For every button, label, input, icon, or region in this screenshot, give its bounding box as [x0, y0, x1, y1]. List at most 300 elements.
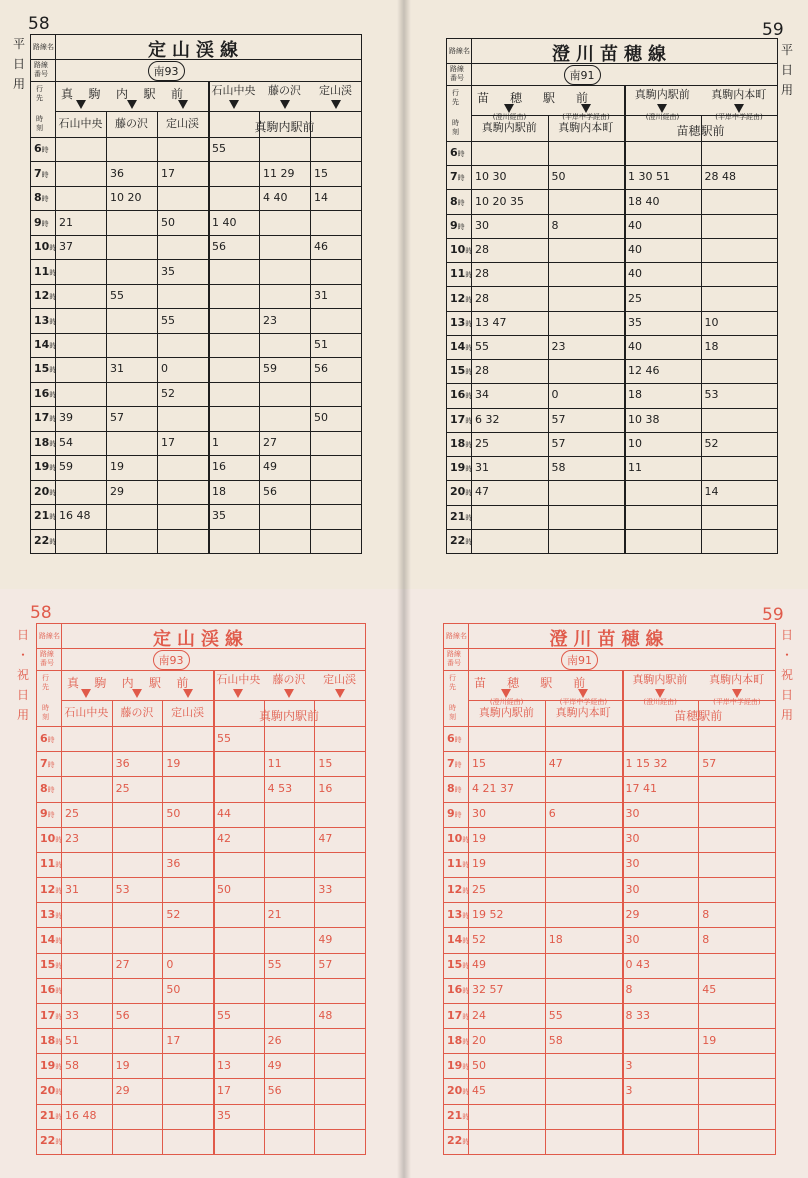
hour-label	[34, 411, 56, 424]
direction-2-note: (澄川経由)	[643, 698, 677, 706]
hour-label	[447, 958, 469, 971]
row-rule	[447, 432, 777, 433]
row-rule	[31, 431, 361, 432]
route-title: 定山渓線	[148, 40, 244, 61]
departure-minutes: 36	[115, 756, 130, 770]
hour-number: 8	[447, 781, 455, 795]
left-page-number: 58	[30, 603, 52, 623]
departure-minutes: 35	[628, 315, 642, 329]
hour-suffix: 時	[55, 1062, 63, 1071]
row-rule	[447, 238, 777, 239]
departure-minutes: 56	[263, 484, 277, 498]
hour-suffix: 時	[49, 537, 57, 546]
arrow-down-icon	[284, 689, 294, 698]
row-rule	[37, 1028, 365, 1029]
hour-suffix: 時	[55, 861, 63, 870]
departure-minutes: 34	[475, 388, 489, 402]
hour-label	[450, 413, 472, 426]
row-rule	[37, 776, 365, 777]
label-route-number: 路線	[34, 61, 48, 69]
label-route-name: 路線名	[449, 47, 470, 55]
side-label-char: 日	[16, 628, 29, 642]
hour-number: 8	[40, 781, 48, 795]
hour-suffix: 時	[55, 1138, 63, 1147]
departure-minutes: 3	[625, 1084, 633, 1098]
row-rule	[37, 1104, 365, 1105]
direction-2-origin: 真駒内本町	[711, 88, 767, 101]
direction-1-destination: 藤の沢	[115, 117, 148, 130]
departure-minutes: 55	[475, 340, 489, 353]
departure-minutes: 4 21 37	[472, 781, 514, 795]
side-label-char: 用	[12, 77, 25, 91]
row-rule	[447, 359, 777, 360]
departure-minutes: 59	[263, 362, 277, 376]
departure-minutes: 49	[472, 958, 486, 972]
row-rule	[31, 210, 361, 211]
hour-suffix: 時	[41, 219, 49, 228]
hour-suffix: 時	[462, 1113, 470, 1122]
direction-2-destination: 真駒内駅前	[259, 709, 320, 723]
hour-label	[450, 485, 472, 498]
row-rule	[444, 978, 775, 979]
row-rule	[31, 333, 361, 334]
header-rule	[447, 85, 777, 86]
direction-1-origin: 苗穂駅前	[474, 676, 607, 690]
direction-2-origin: 真駒内本町	[709, 673, 765, 686]
hour-number: 19	[40, 1058, 56, 1072]
hour-suffix: 時	[49, 342, 57, 350]
departure-minutes: 30	[625, 832, 640, 846]
departure-minutes: 10 30	[475, 170, 507, 184]
departure-minutes: 57	[318, 958, 333, 972]
hour-number: 20	[40, 1084, 56, 1098]
row-rule	[444, 902, 775, 903]
departure-minutes: 47	[548, 756, 563, 770]
hour-number: 20	[450, 485, 466, 499]
hour-label	[34, 362, 56, 375]
hour-number: 16	[447, 983, 463, 997]
hour-number: 6	[450, 146, 458, 160]
side-label-char: ・	[16, 648, 29, 662]
hour-label	[450, 316, 472, 329]
direction-1-note: (平岸中学経由)	[562, 113, 610, 121]
hour-suffix: 時	[462, 987, 470, 996]
direction-1-destination: 石山中央	[64, 706, 109, 719]
hour-number: 11	[34, 264, 50, 278]
hour-suffix: 時	[465, 416, 473, 425]
departure-minutes: 37	[59, 240, 73, 254]
hour-number: 17	[447, 1008, 463, 1022]
hour-label	[34, 191, 49, 204]
departure-minutes: 0 43	[625, 958, 650, 972]
hour-number: 7	[447, 756, 455, 770]
row-rule	[31, 186, 361, 187]
hour-suffix: 時	[454, 735, 462, 744]
departure-minutes: 17	[161, 435, 175, 449]
hour-label	[447, 857, 469, 870]
hour-label	[40, 983, 62, 996]
row-rule	[31, 259, 361, 260]
row-rule	[444, 1104, 775, 1105]
row-rule	[447, 456, 777, 457]
departure-minutes: 30	[625, 807, 640, 821]
hour-label	[34, 265, 56, 278]
departure-minutes: 58	[548, 1033, 563, 1047]
direction-2-note: (平岸中学経由)	[713, 698, 761, 706]
holiday-side-label-right	[780, 625, 794, 725]
hour-number: 21	[450, 509, 466, 523]
departure-minutes: 49	[267, 1058, 282, 1072]
hour-label	[450, 461, 472, 474]
header-rule	[37, 726, 365, 727]
hour-suffix: 時	[462, 937, 470, 945]
hour-label	[40, 732, 55, 745]
hour-suffix: 時	[454, 811, 462, 820]
departure-minutes: 52	[166, 907, 181, 921]
label-time: 時	[36, 115, 43, 123]
hour-number: 7	[34, 166, 42, 180]
route-number-badge: 南93	[148, 61, 185, 81]
arrow-down-icon	[76, 100, 86, 109]
hour-number: 11	[450, 267, 466, 281]
hour-suffix: 時	[55, 836, 63, 845]
direction-1-destination: 藤の沢	[120, 706, 154, 719]
label-destination-2: 先	[36, 94, 43, 102]
row-rule	[447, 408, 777, 409]
hour-suffix: 時	[462, 836, 470, 845]
departure-minutes: 50	[314, 411, 328, 425]
hour-number: 15	[450, 364, 466, 378]
departure-minutes: 31	[110, 362, 124, 376]
departure-minutes: 50	[166, 983, 181, 997]
departure-minutes: 51	[65, 1033, 79, 1047]
column-rule	[310, 111, 311, 553]
row-rule	[447, 311, 777, 312]
departure-minutes: 58	[551, 461, 566, 475]
hour-number: 18	[34, 435, 50, 449]
direction-1-origin: 真駒内駅前	[61, 87, 199, 101]
label-route-number: 路線	[40, 650, 54, 658]
arrow-down-icon	[501, 689, 511, 698]
hour-number: 12	[447, 882, 463, 896]
side-label-char: 用	[780, 83, 793, 97]
departure-minutes: 53	[704, 388, 719, 402]
departure-minutes: 50	[166, 807, 181, 821]
hour-label	[40, 1084, 62, 1097]
arrow-down-icon	[581, 104, 591, 113]
row-rule	[37, 927, 365, 928]
hour-label	[447, 933, 469, 946]
hour-number: 13	[34, 313, 50, 327]
departure-minutes: 15	[318, 756, 333, 770]
book-gutter	[397, 589, 411, 1178]
hour-suffix: 時	[49, 366, 57, 375]
hour-number: 15	[40, 958, 56, 972]
hour-number: 22	[34, 533, 50, 547]
departure-minutes: 18	[212, 484, 226, 498]
departure-minutes: 56	[267, 1084, 282, 1098]
hour-number: 10	[40, 832, 56, 846]
hour-number: 17	[450, 412, 466, 426]
departure-minutes: 15	[472, 756, 486, 770]
hour-number: 6	[447, 731, 455, 745]
hour-label	[447, 908, 469, 921]
hour-suffix: 時	[462, 1062, 470, 1071]
departure-minutes: 11 29	[263, 166, 295, 180]
direction-1-note: (澄川経由)	[492, 113, 527, 121]
row-rule	[444, 1028, 775, 1029]
hour-label	[447, 832, 469, 845]
departure-minutes: 6	[548, 807, 556, 821]
departure-minutes: 18	[548, 933, 563, 946]
row-rule	[31, 308, 361, 309]
departure-minutes: 0	[166, 958, 174, 972]
side-label-char: 日	[780, 628, 793, 642]
hour-label	[34, 534, 56, 547]
hour-number: 10	[447, 832, 463, 846]
departure-minutes: 8 33	[625, 1008, 650, 1022]
departure-minutes: 27	[115, 958, 130, 972]
departure-minutes: 0	[551, 388, 559, 402]
header-rule	[444, 670, 775, 671]
departure-minutes: 21	[59, 215, 73, 229]
hour-suffix: 時	[462, 861, 470, 870]
label-destination-2: 先	[449, 683, 456, 691]
hour-number: 21	[40, 1109, 56, 1123]
hour-label	[34, 167, 49, 180]
hour-label	[447, 1084, 469, 1097]
hour-number: 13	[450, 315, 466, 329]
hour-number: 10	[450, 243, 466, 257]
departure-minutes: 23	[551, 340, 566, 353]
hour-number: 10	[34, 240, 50, 254]
departure-minutes: 52	[704, 436, 719, 450]
arrow-down-icon	[229, 100, 239, 109]
hour-suffix: 時	[457, 174, 465, 183]
hour-suffix: 時	[465, 465, 473, 474]
departure-minutes: 19	[472, 832, 486, 846]
hour-suffix: 時	[41, 146, 49, 155]
hour-suffix: 時	[462, 886, 470, 895]
departure-minutes: 16 48	[59, 509, 91, 523]
departure-minutes: 55	[212, 142, 226, 156]
label-route-name: 路線名	[33, 43, 54, 51]
hour-label	[34, 314, 56, 327]
departure-minutes: 3	[625, 1058, 633, 1072]
row-rule	[31, 357, 361, 358]
column-rule	[548, 115, 549, 553]
hour-suffix: 時	[465, 537, 473, 546]
hour-number: 20	[34, 484, 50, 498]
hour-suffix: 時	[55, 1037, 63, 1046]
label-time-2: 刻	[42, 713, 49, 721]
departure-minutes: 57	[110, 411, 124, 425]
hour-label	[40, 807, 55, 820]
row-rule	[37, 1078, 365, 1079]
row-rule	[444, 927, 775, 928]
arrow-down-icon	[732, 689, 742, 698]
header-rule	[447, 141, 777, 142]
label-time: 時	[452, 119, 459, 127]
departure-minutes: 21	[267, 907, 282, 921]
row-rule	[37, 978, 365, 979]
departure-minutes: 28	[475, 267, 489, 281]
departure-minutes: 31	[65, 882, 79, 896]
hour-suffix: 時	[47, 735, 55, 744]
hour-number: 8	[450, 194, 458, 208]
hour-number: 13	[447, 907, 463, 921]
hour-suffix: 時	[55, 886, 63, 895]
departure-minutes: 10 38	[628, 412, 660, 426]
hour-label	[40, 1009, 62, 1022]
timetable-right-weekday	[446, 38, 778, 554]
row-rule	[37, 751, 365, 752]
hour-number: 18	[450, 436, 466, 450]
hour-label	[40, 1059, 62, 1072]
row-rule	[444, 1078, 775, 1079]
hour-suffix: 時	[41, 195, 49, 204]
row-rule	[447, 505, 777, 506]
hour-number: 9	[40, 807, 48, 821]
departure-minutes: 57	[702, 756, 717, 770]
arrow-down-icon	[657, 104, 667, 113]
row-rule	[37, 1053, 365, 1054]
departure-minutes: 47	[318, 832, 333, 846]
header-rule	[444, 726, 775, 727]
departure-minutes: 55	[217, 731, 231, 745]
direction-2-note: (平岸中学経由)	[715, 113, 763, 121]
departure-minutes: 19	[702, 1033, 717, 1047]
label-destination: 行	[36, 85, 43, 93]
route-number-badge: 南93	[153, 650, 190, 670]
label-route-name: 路線名	[39, 632, 60, 640]
departure-minutes: 29	[625, 907, 640, 921]
column-rule	[545, 700, 546, 1154]
side-label-char: 平	[780, 43, 793, 57]
direction-2-origin: 定山渓	[319, 84, 352, 97]
departure-minutes: 53	[115, 882, 130, 896]
route-title: 澄川苗穂線	[552, 44, 672, 65]
departure-minutes: 23	[263, 313, 277, 327]
arrow-down-icon	[504, 104, 514, 113]
hour-label	[450, 364, 472, 377]
hour-label	[34, 460, 56, 473]
label-time-2: 刻	[449, 713, 456, 721]
hour-number: 19	[34, 460, 50, 474]
hour-number: 21	[34, 509, 50, 523]
departure-minutes: 50	[551, 170, 566, 184]
hour-label	[40, 757, 55, 770]
route-title: 澄川苗穂線	[549, 629, 670, 650]
hour-label	[34, 240, 56, 253]
label-destination: 行	[449, 674, 456, 682]
row-rule	[31, 480, 361, 481]
row-rule	[31, 235, 361, 236]
departure-minutes: 40	[628, 243, 642, 257]
departure-minutes: 29	[115, 1084, 130, 1098]
label-destination: 行	[42, 674, 49, 682]
hour-number: 14	[40, 933, 56, 946]
column-rule	[112, 700, 113, 1154]
row-rule	[37, 802, 365, 803]
hour-label	[34, 436, 56, 449]
row-rule	[447, 480, 777, 481]
departure-minutes: 46	[314, 240, 328, 254]
hour-suffix: 時	[457, 222, 465, 231]
hour-label	[40, 857, 62, 870]
hour-label	[40, 1034, 62, 1047]
hour-suffix: 時	[49, 464, 57, 473]
direction-1-destination: 真駒内駅前	[478, 706, 534, 719]
column-rule	[162, 700, 163, 1154]
departure-minutes: 55	[110, 289, 124, 303]
label-route-number-2: 番号	[34, 70, 48, 78]
weekday-side-label-right	[780, 40, 794, 100]
arrow-down-icon	[233, 689, 243, 698]
label-route-number-2: 番号	[450, 74, 464, 82]
departure-minutes: 23	[65, 832, 79, 846]
row-rule	[37, 1003, 365, 1004]
hour-suffix: 時	[462, 1037, 470, 1046]
hour-number: 12	[40, 882, 56, 896]
departure-minutes: 30	[475, 218, 489, 232]
row-rule	[31, 529, 361, 530]
side-label-char: ・	[780, 648, 793, 662]
departure-minutes: 15	[314, 166, 328, 180]
hour-suffix: 時	[55, 1012, 63, 1021]
departure-minutes: 16	[318, 781, 333, 795]
departure-minutes: 56	[314, 362, 328, 376]
hour-suffix: 時	[462, 911, 470, 920]
row-rule	[447, 214, 777, 215]
row-rule	[37, 902, 365, 903]
hour-label	[447, 1009, 469, 1022]
hour-number: 19	[450, 461, 466, 475]
hour-label	[450, 437, 472, 450]
hour-number: 14	[34, 338, 50, 351]
arrow-down-icon	[335, 689, 345, 698]
row-rule	[444, 953, 775, 954]
departure-minutes: 13	[217, 1058, 231, 1072]
column-rule	[259, 111, 260, 553]
departure-minutes: 30	[625, 882, 640, 896]
hour-label	[40, 908, 62, 921]
hour-suffix: 時	[49, 513, 57, 522]
departure-minutes: 11	[267, 756, 282, 770]
departure-minutes: 18	[704, 340, 719, 353]
weekday-side-label-left	[12, 34, 26, 94]
hour-suffix: 時	[465, 392, 473, 401]
departure-minutes: 27	[263, 435, 277, 449]
arrow-down-icon	[183, 689, 193, 698]
departure-minutes: 30	[625, 857, 640, 871]
hour-suffix: 時	[462, 1088, 470, 1097]
hour-number: 9	[450, 218, 458, 232]
departure-minutes: 33	[65, 1008, 79, 1022]
departure-minutes: 35	[212, 509, 226, 523]
hour-label	[40, 1134, 62, 1147]
departure-minutes: 31	[475, 461, 489, 475]
column-rule	[264, 700, 265, 1154]
departure-minutes: 55	[161, 313, 175, 327]
departure-minutes: 33	[318, 882, 333, 896]
departure-minutes: 16	[212, 460, 226, 474]
column-rule	[213, 670, 215, 1154]
hour-suffix: 時	[55, 937, 63, 945]
departure-minutes: 50	[161, 215, 175, 229]
departure-minutes: 25	[115, 781, 130, 795]
hour-suffix: 時	[49, 268, 57, 277]
